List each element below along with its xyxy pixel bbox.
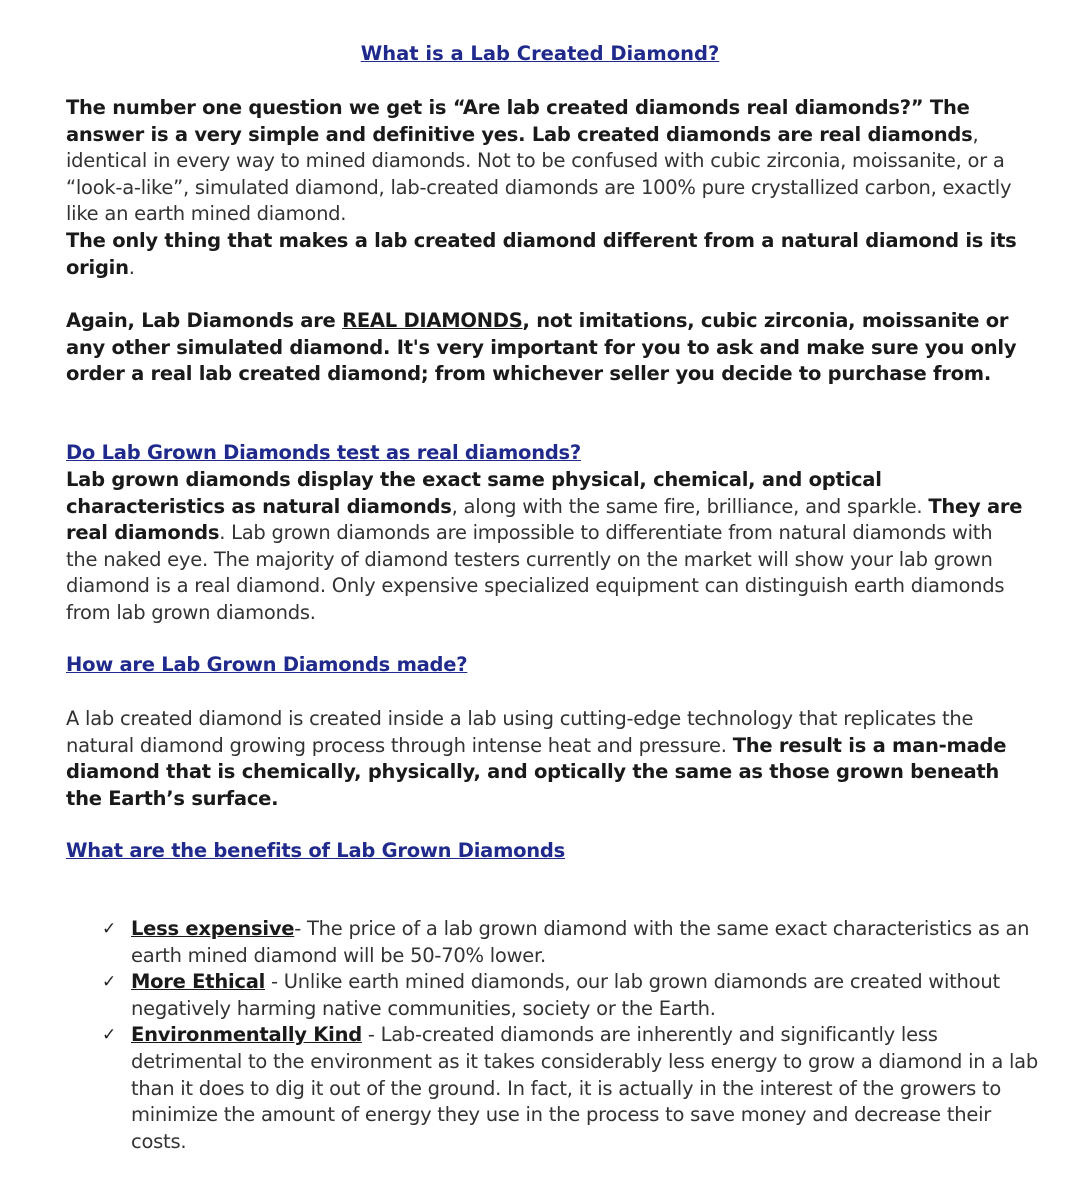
- list-item: [100, 1022, 1040, 1155]
- check-icon: ✓: [102, 972, 116, 993]
- test-paragraph: [66, 467, 1026, 627]
- again-paragraph: [66, 308, 1026, 388]
- benefits-list: [100, 916, 1040, 1155]
- test-bold-2: They are real diamonds: [66, 494, 1023, 545]
- intro-bold-2: The only thing that makes a lab created diamond different from a natural diamond is its origin: [66, 228, 1017, 279]
- benefit-text: - Lab-created diamonds are inherently and significantly less detrimental to the environment as it takes considerably less energy to grow a diamond in a lab than it does to dig it out of the ground. In fact, it is actually in the interest of the growers to minimize the amount of energy they use in the process to save money and decrease their costs.: [131, 1023, 1038, 1153]
- test-normal-1: , along with the same fire, brilliance, and sparkle.: [451, 494, 929, 518]
- heading-benefits: What are the benefits of Lab Grown Diamonds: [66, 839, 565, 862]
- heading-made: How are Lab Grown Diamonds made?: [66, 653, 468, 676]
- again-emphasis: REAL DIAMONDS: [342, 309, 523, 332]
- benefit-term: Less expensive: [131, 917, 295, 940]
- list-item: [100, 969, 1040, 1022]
- made-paragraph: [66, 706, 1026, 812]
- test-bold-1: Lab grown diamonds display the exact same physical, chemical, and optical characteristics as natural diamonds: [66, 468, 882, 518]
- heading-test: Do Lab Grown Diamonds test as real diamonds?: [66, 441, 581, 464]
- list-item: [100, 916, 1040, 969]
- intro-paragraph: [66, 95, 1026, 281]
- check-icon: ✓: [102, 919, 116, 939]
- made-bold: The result is a man-made diamond that is chemically, physically, and optically the same as those grown beneath the Earth’s surface.: [66, 733, 1007, 810]
- check-icon: ✓: [102, 1025, 116, 1046]
- again-part-1: Again, Lab Diamonds are: [66, 309, 343, 332]
- benefit-term: Environmentally Kind: [131, 1023, 362, 1047]
- test-normal-2: . Lab grown diamonds are impossible to differentiate from natural diamonds with the naked eye. The majority of diamond testers currently on the market will show your lab grown diamond is a real diamond. Only expensive specialized equipment can distinguish earth diamonds from lab grown diamonds.: [66, 521, 1005, 624]
- intro-bold-1: The number one question we get is “Are lab created diamonds real diamonds?” The answer is a very simple and definitive yes. Lab created diamonds are real diamonds: [66, 96, 973, 146]
- intro-normal-1: , identical in every way to mined diamonds. Not to be confused with cubic zirconia, moissanite, or a “look-a-like”, simulated diamond, lab-created diamonds are 100% pure crystallized carbon, exactly like an earth mined diamond.: [66, 122, 1012, 226]
- benefit-text: - The price of a lab grown diamond with the same exact characteristics as an earth mined diamond will be 50-70% lower.: [131, 917, 1030, 967]
- benefit-term: More Ethical: [131, 970, 266, 994]
- made-normal: A lab created diamond is created inside a lab using cutting-edge technology that replicates the natural diamond growing process through intense heat and pressure.: [66, 707, 974, 757]
- intro-normal-2: .: [128, 255, 135, 279]
- page-title: What is a Lab Created Diamond?: [360, 42, 720, 65]
- again-part-2: , not imitations, cubic zirconia, moissanite or any other simulated diamond. It's very important for you to ask and make sure you only order a real lab created diamond; from whichever seller you decide to purchase from.: [66, 309, 1017, 386]
- benefit-text: - Unlike earth mined diamonds, our lab grown diamonds are created without negatively harming native communities, society or the Earth.: [131, 970, 1000, 1020]
